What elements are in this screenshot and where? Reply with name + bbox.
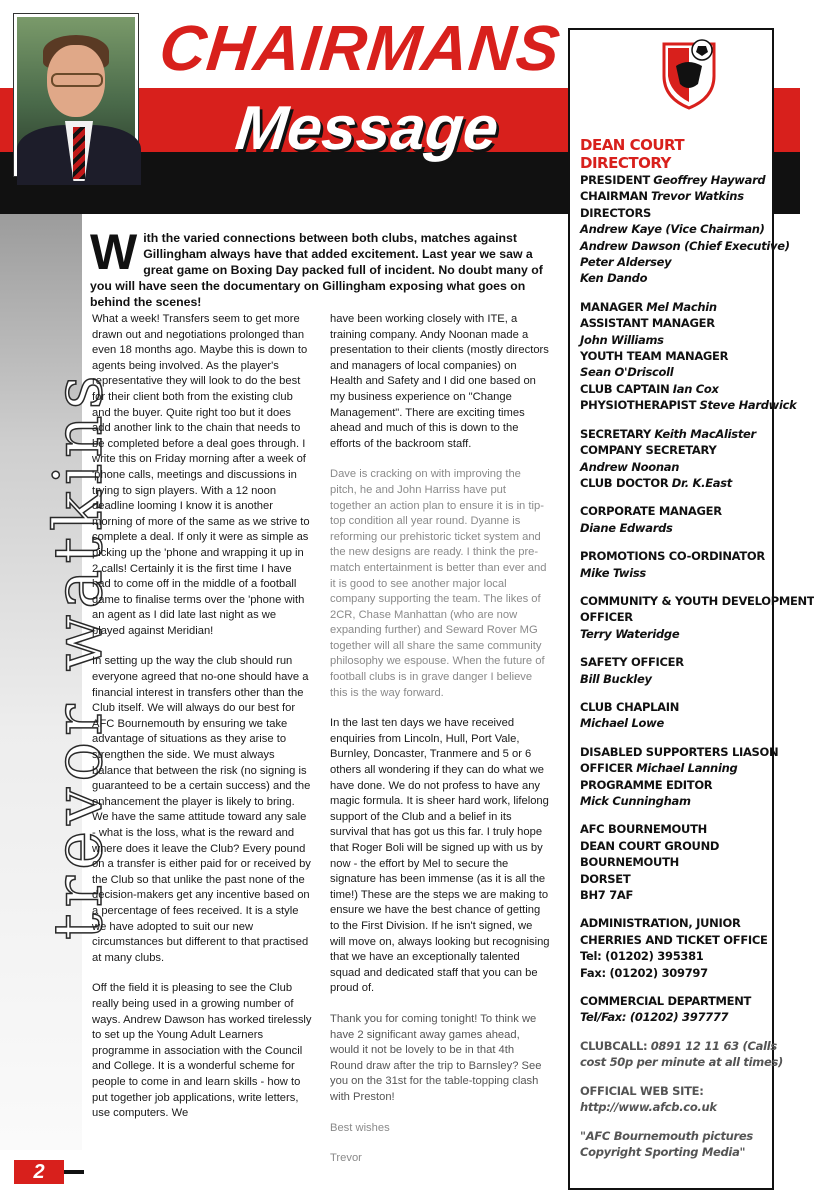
directory-line: [580, 332, 762, 348]
dean-court-directory: [568, 28, 814, 1190]
directory-name: Geoffrey Hayward: [653, 173, 766, 187]
directory-line: [580, 364, 762, 380]
directory-role: DEAN COURT GROUND: [580, 838, 720, 853]
paragraph: In the last ten days we have received enquiries from Lincoln, Hull, Port Vale, Burnley, Doncaster, Tranmere and 5 or 6 others all wondering if they can do what we have done. We do not profess to have any magic formula. It is sheer hard work, lifelong support of the Club and a belief in its survival that has got us this far. I truly hope that Roger Boli will be signed up with us by now - the effort by Mel to secure the signature has been immense (as it is all the time!) These are the steps we are making to ensure we have the best chance of getting to the First Division. If he isn't signed, we will move on, always looking but recognising that we have an exceptionally talented squad and dedicated staff that you can be proud of.: [330, 717, 550, 995]
directory-role: BOURNEMOUTH: [580, 855, 679, 870]
directory-line: [580, 1083, 762, 1099]
directory-role: YOUTH TEAM MANAGER: [580, 349, 729, 364]
directory-name: Trevor Watkins: [651, 189, 744, 204]
directory-name: Bill Buckley: [580, 671, 652, 686]
directory-block: [580, 654, 762, 687]
directory-line: [580, 221, 765, 237]
directory-block: [580, 699, 762, 732]
directory-role: ASSISTANT MANAGER: [580, 316, 715, 331]
paragraph: have been working closely with ITE, a training company. Andy Noonan made a presentation to their clients (mostly directors and managers of local companies) on Health and Safety and I did one based on my business experience on "Change Management". There are exciting times ahead and much of this is down to the efforts of the backroom staff.: [330, 313, 549, 450]
directory-line: [580, 671, 762, 687]
directory-name: Terry Wateridge: [580, 626, 680, 641]
directory-line: [580, 715, 762, 731]
directory-name: Andrew Dawson (Chief Executive): [580, 238, 790, 253]
directory-entries: [580, 172, 814, 1160]
directory-name: Mick Cunningham: [580, 794, 691, 808]
directory-name: http://www.afcb.co.uk: [580, 1100, 717, 1115]
directory-block: [580, 915, 768, 981]
directory-name: Andrew Noonan: [580, 459, 680, 474]
directory-line: [580, 699, 762, 715]
directory-name: Copyright Sporting Media": [580, 1144, 746, 1159]
directory-role: CORPORATE MANAGER: [580, 504, 722, 519]
directory-block: [580, 548, 765, 581]
directory-line: [580, 381, 762, 397]
directory-line: [580, 744, 779, 760]
directory-line: [580, 1099, 762, 1115]
directory-line: [580, 475, 762, 491]
article-column-1: [92, 312, 312, 1137]
directory-block: [580, 593, 814, 642]
directory-role: PROMOTIONS CO-ORDINATOR: [580, 549, 765, 564]
directory-line: [580, 760, 762, 776]
directory-name: Michael Lanning: [636, 761, 738, 776]
directory-line: [580, 397, 797, 413]
directory-role: BH7 7AF: [580, 888, 634, 903]
directory-name: "AFC Bournemouth pictures: [580, 1128, 753, 1143]
directory-name: Sean O'Driscoll: [580, 365, 674, 380]
directory-line: [580, 348, 762, 364]
directory-name: Peter Aldersey: [580, 255, 672, 270]
directory-line: [580, 520, 762, 536]
directory-line: [580, 1144, 762, 1160]
directory-line: [580, 188, 762, 204]
directory-role: CLUB DOCTOR: [580, 475, 669, 490]
directory-role: CLUB CHAPLAIN: [580, 699, 680, 714]
directory-line: [580, 442, 762, 458]
paragraph: Off the field it is pleasing to see the Club really being used in a growing number of ways. Andrew Dawson has worked tirelessly to set up the Young Adult Learners programme in association with the Council and College. It is a wonderful scheme for people to come in and learn skills - how to put together job applications, write letters, use computers. We: [92, 982, 312, 1120]
vertical-author-name: trevor watkins: [40, 369, 117, 940]
directory-name: Michael Lowe: [580, 716, 664, 731]
directory-line: [580, 172, 766, 188]
directory-role: AFC BOURNEMOUTH: [580, 822, 707, 837]
directory-role: Tel: (01202) 395381: [580, 949, 704, 964]
directory-role: DIRECTORS: [580, 205, 652, 220]
directory-name: Tel/Fax: (01202) 397777: [580, 1010, 729, 1025]
directory-block: [580, 993, 762, 1026]
directory-role: DORSET: [580, 871, 631, 886]
directory-name: Ken Dando: [580, 271, 648, 286]
directory-line: [580, 299, 762, 315]
directory-line: [580, 459, 762, 475]
directory-block: [580, 172, 790, 287]
chairman-photo: [14, 14, 138, 176]
directory-line: [580, 254, 762, 270]
directory-block: [580, 1038, 783, 1071]
directory-block: [580, 426, 762, 492]
directory-role: Fax: (01202) 309797: [580, 965, 708, 980]
directory-role: PRESIDENT: [580, 173, 650, 187]
directory-role: OFFICIAL WEB SITE:: [580, 1083, 704, 1098]
directory-line: [580, 654, 762, 670]
directory-block: [580, 1128, 762, 1161]
directory-line: [580, 1054, 783, 1070]
directory-line: [580, 593, 814, 609]
directory-line: [580, 238, 790, 254]
directory-role: PHYSIOTHERAPIST: [580, 398, 697, 413]
directory-role: PROGRAMME EDITOR: [580, 777, 713, 792]
article-column-2: [330, 312, 550, 1182]
directory-name: Keith MacAlister: [654, 426, 756, 441]
directory-line: [580, 821, 762, 837]
page-number: 2: [14, 1160, 64, 1184]
directory-block: [580, 1083, 762, 1116]
directory-role: CLUB CAPTAIN: [580, 381, 670, 396]
directory-line: [580, 948, 762, 964]
directory-role: CHAIRMAN: [580, 189, 648, 204]
directory-line: [580, 205, 762, 221]
directory-role: COMPANY SECRETARY: [580, 443, 717, 458]
photo-tie: [73, 127, 85, 179]
paragraph: In setting up the way the club should run everyone agreed that no-one should have a financial interest in transfers other than the Club itself. We will always do our best for AFC Bournemouth by ensuring we take advantage of situations as they arise to strengthen the side. We must always balance that between the risk (no signing is guaranteed to be a certain success) and the enhancement the player is likely to bring. We have the same attitude toward any sale - what is the loss, what is the reward and where does it leave the Club? Every pound on a transfer is either paid for or received by the Club so that unlike the past none of the decision-makers get any incentive based on a percentage of fees received. It is a style we have adopted to suit our new circumstances but different to that practised at many clubs.: [92, 655, 311, 964]
directory-name: Andrew Kaye (Vice Chairman): [580, 222, 765, 237]
signature-name: Trevor: [330, 1152, 362, 1165]
paragraph: Dave is cracking on with improving the pitch, he and John Harriss have put together an action plan to ensure it is in tip-top condition all year round. Dyanne is reforming our prehistoric ticket system and the new designs are ready. I think the pre-match entertainment is better than ever and it is good to see another major local company supporting the team. The likes of 2CR, Chase Manhattan (who are now expanding further) and Seward Rover MG together will all share the same community philosophy we espouse. When the future of football clubs is in grave danger I believe this is the way forward.: [330, 468, 547, 699]
directory-name: Diane Edwards: [580, 520, 673, 535]
directory-line: [580, 565, 762, 581]
directory-role: COMMERCIAL DEPARTMENT: [580, 994, 752, 1009]
directory-block: [580, 503, 762, 536]
directory-role: SAFETY OFFICER: [580, 655, 684, 670]
intro-text: ith the varied connections between both clubs, matches against Gillingham always have that added excitement. Last year we saw a great game on Boxing Day packed full of incident. No doubt many of you will have seen the documentary on Gillingham exposing what goes on behind the scenes!: [90, 231, 543, 309]
directory-name: Steve Hardwick: [699, 398, 797, 413]
page-title-line1: CHAIRMANS: [156, 12, 564, 84]
directory-line: [580, 1128, 762, 1144]
directory-role: ADMINISTRATION, JUNIOR: [580, 916, 741, 931]
directory-name: Mike Twiss: [580, 565, 646, 580]
directory-line: [580, 426, 762, 442]
directory-line: [580, 315, 762, 331]
directory-title: DEAN COURT DIRECTORY: [580, 136, 685, 172]
directory-name: John Williams: [580, 332, 664, 347]
directory-block: [580, 821, 762, 903]
directory-line: [580, 838, 762, 854]
directory-line: [580, 854, 762, 870]
page-title-line2: Message: [232, 94, 502, 163]
directory-role: DISABLED SUPPORTERS LIASON: [580, 744, 779, 759]
directory-role: CLUBCALL:: [580, 1038, 648, 1053]
directory-role: CHERRIES AND TICKET OFFICE: [580, 932, 768, 947]
directory-name: Ian Cox: [672, 381, 719, 396]
directory-role: OFFICER: [580, 610, 633, 625]
directory-line: [580, 871, 762, 887]
directory-line: [580, 993, 762, 1009]
sign-off: Best wishes: [330, 1121, 390, 1134]
directory-block: [580, 299, 797, 414]
directory-line: [580, 932, 768, 948]
photo-glasses: [51, 73, 103, 87]
directory-name: cost 50p per minute at all times): [580, 1055, 783, 1070]
directory-role: COMMUNITY & YOUTH DEVELOPMENT: [580, 593, 814, 608]
directory-line: [580, 609, 762, 625]
directory-line: [580, 793, 762, 809]
directory-block: [580, 744, 779, 810]
directory-line: [580, 548, 765, 564]
directory-line: [580, 503, 762, 519]
directory-role: OFFICER: [580, 761, 633, 776]
directory-line: [580, 270, 762, 286]
directory-name: 0891 12 11 63 (Calls: [650, 1038, 777, 1053]
directory-name: Dr. K.East: [671, 475, 732, 490]
directory-line: [580, 777, 762, 793]
directory-role: MANAGER: [580, 299, 643, 314]
directory-line: [580, 1009, 762, 1025]
directory-line: [580, 1038, 777, 1054]
paragraph: What a week! Transfers seem to get more drawn out and negotiations prolonged than even 18 months ago. Maybe this is down to agents being involved. As the player's representative they will look to do the best for their client both from the existing club and the buyer. Quite right too but it does add another link to the chain that needs to be completed before a deal goes through. I write this on Friday morning after a week of 'phone calls, meetings and discussions in trying to sign players. With a 12 noon deadline looming I know it is another morning of more of the same as we strive to complete a deal. If only it were as simple as picking up the 'phone and wrapping it up in 2 calls! Certainly it is the first time I have had to come off in the middle of a football game to finalise terms over the 'phone with an agent as I did late last night as we played against Meridian!: [92, 313, 310, 637]
paragraph: Thank you for coming tonight! To think we have 2 significant away games ahead, would it not be lovely to be in that 4th Round draw after the trip to Barnsley? See you on the 31st for the table-topping clash with Preston!: [330, 1012, 542, 1103]
drop-cap: W: [90, 224, 138, 280]
directory-role: SECRETARY: [580, 426, 651, 441]
club-crest-icon: [658, 36, 720, 110]
directory-line: [580, 887, 762, 903]
directory-name: Mel Machin: [646, 299, 717, 314]
article-intro: [90, 224, 548, 310]
directory-line: [580, 626, 762, 642]
directory-line: [580, 965, 762, 981]
directory-line: [580, 915, 762, 931]
